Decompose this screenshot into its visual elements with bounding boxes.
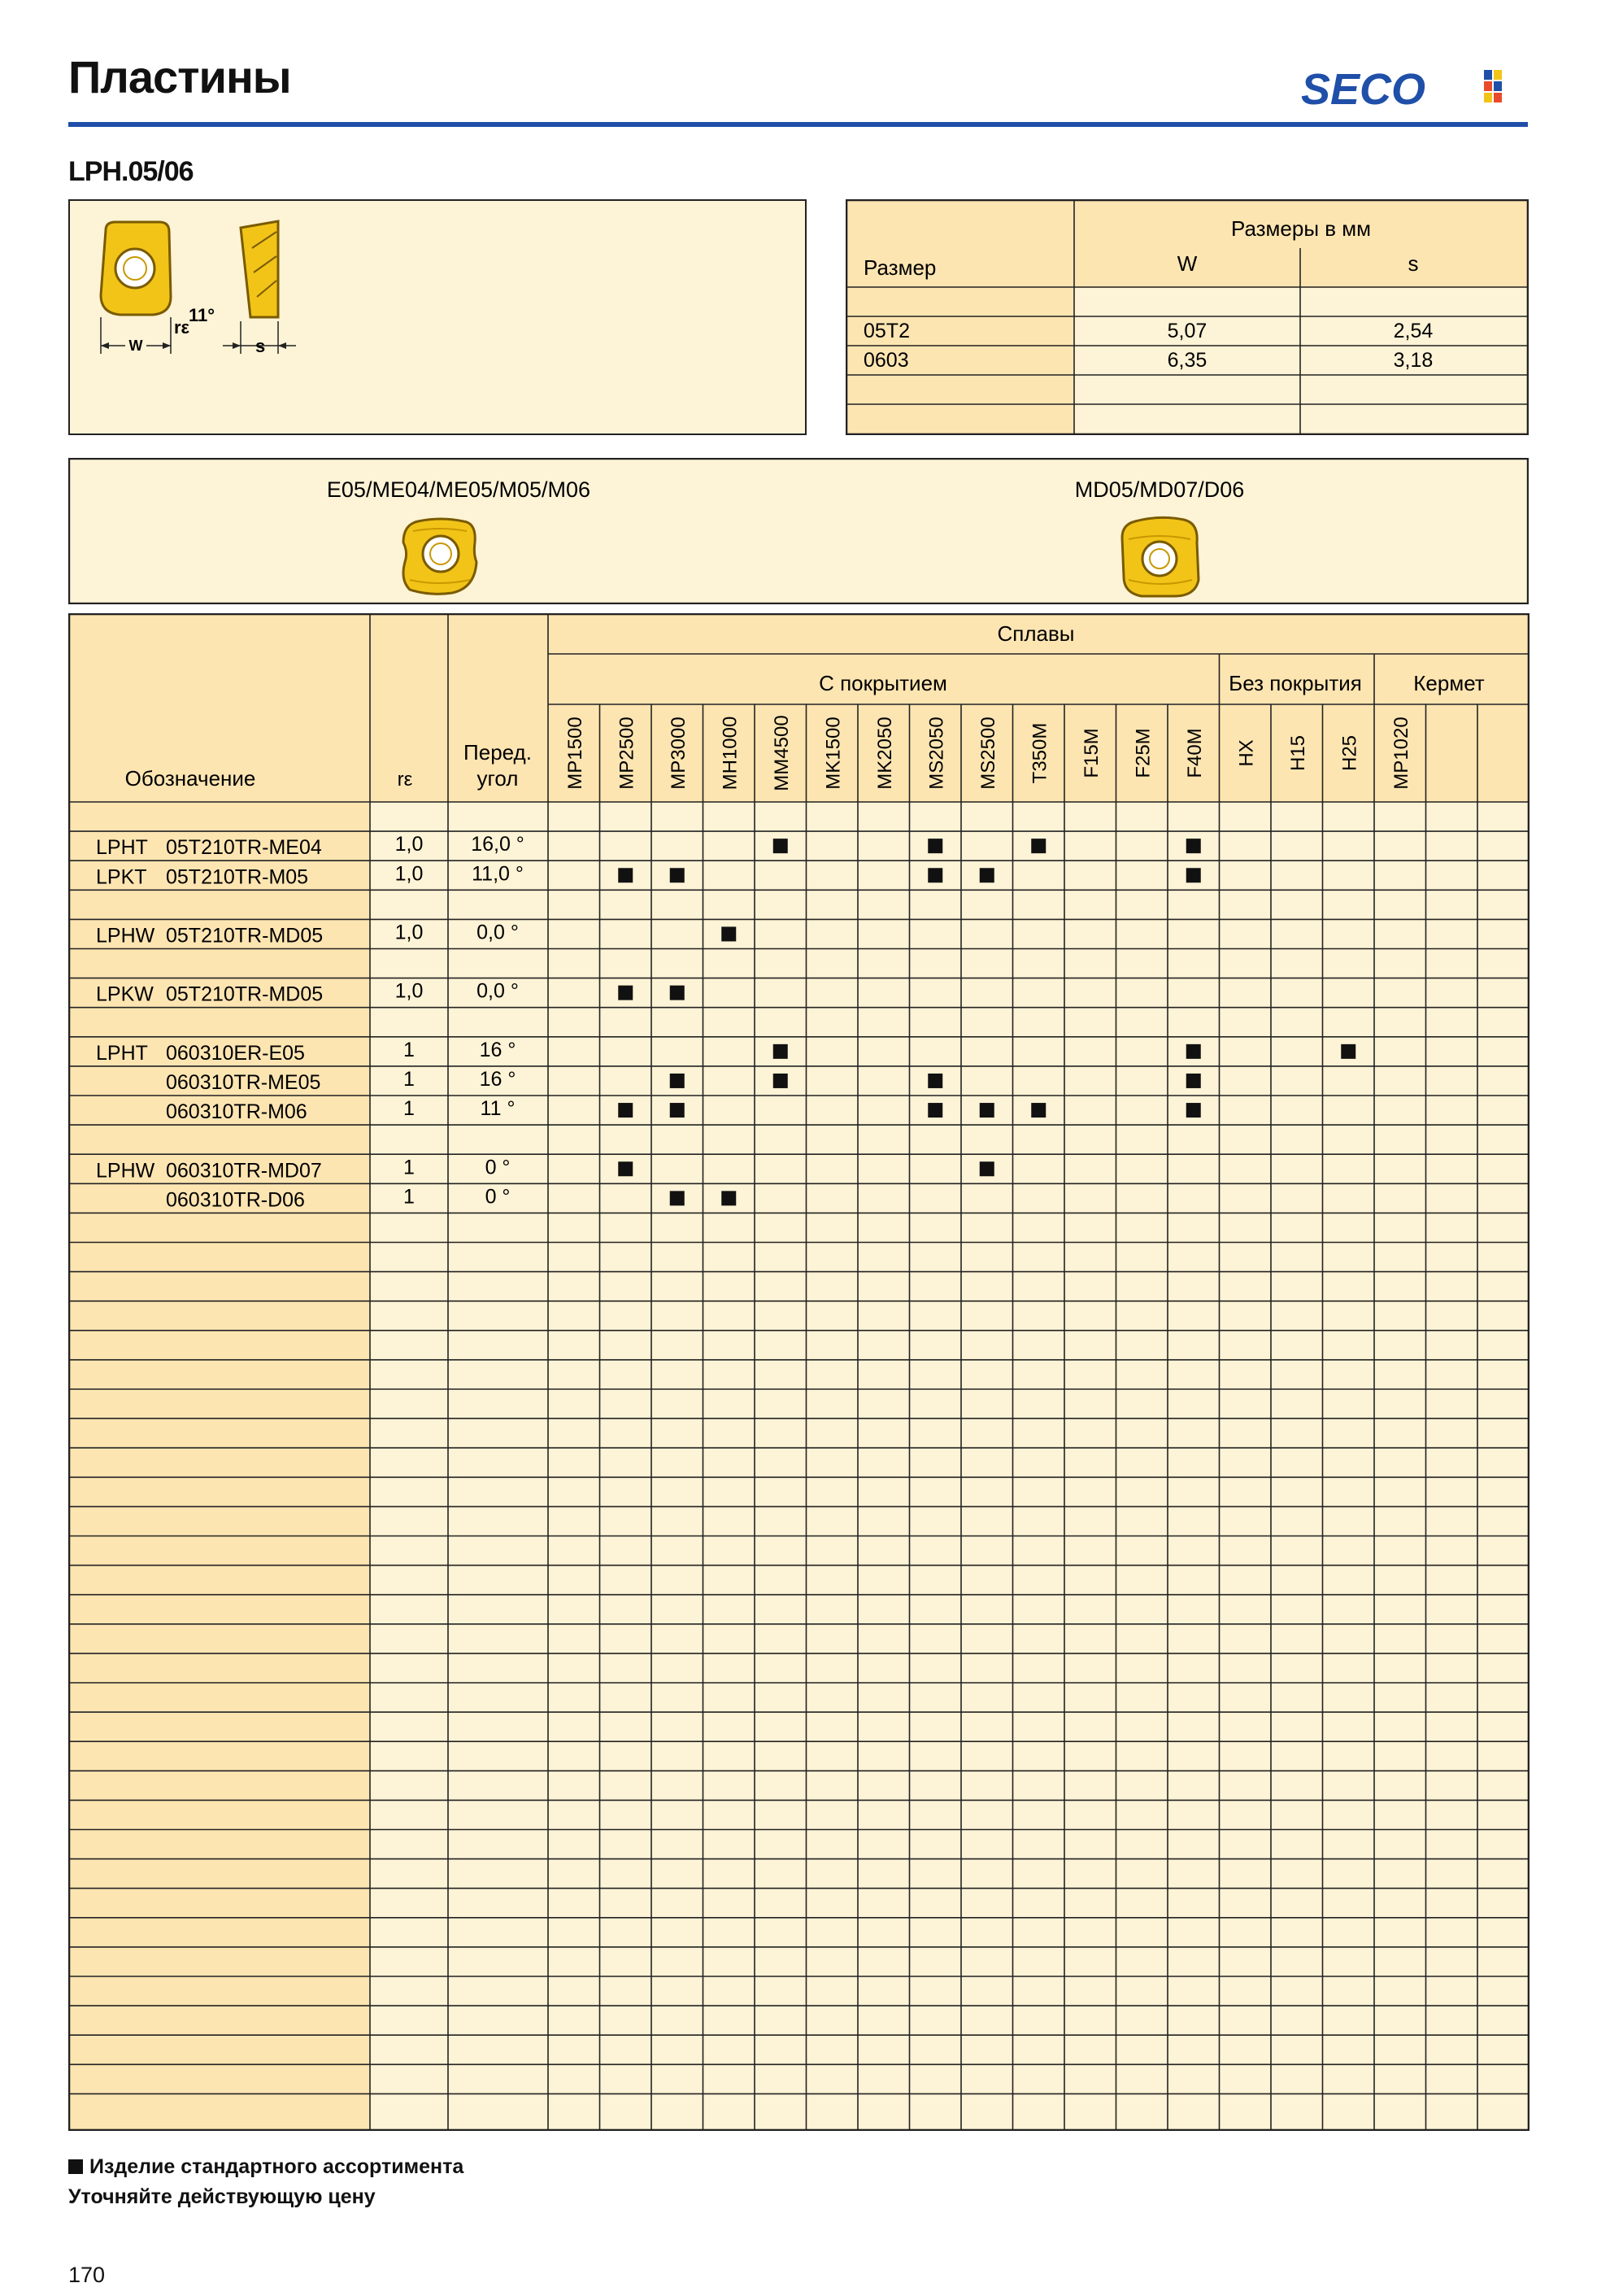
designation-prefix: LPHW (96, 1159, 155, 1183)
angle-col-header-line1: Перед. (463, 740, 532, 765)
re-value: 1 (403, 1068, 415, 1091)
geometry-panel (68, 458, 1529, 604)
standard-item-mark (1186, 839, 1201, 853)
w-col-header: W (1177, 251, 1198, 276)
standard-item-mark (618, 1161, 633, 1176)
designation-col-header: Обозначение (124, 766, 256, 791)
coated-group-header: С покрытием (819, 671, 947, 695)
dim-s-label: s (255, 336, 266, 356)
angle-col-header-line2: угол (476, 766, 519, 791)
standard-item-mark (980, 1161, 994, 1176)
angle-value: 0,0 ° (476, 921, 519, 944)
re-value: 1 (403, 1185, 415, 1209)
s-col-header: s (1408, 251, 1419, 276)
standard-item-mark (721, 926, 736, 941)
designation-prefix: LPHT (96, 836, 148, 860)
standard-item-mark (670, 868, 685, 882)
grade-table (68, 613, 1529, 2131)
designation-prefix: LPKW (96, 982, 154, 1006)
re-value: 1,0 (394, 833, 424, 856)
grade-header: MP3000 (667, 717, 690, 790)
designation-prefix: LPHT (96, 1041, 148, 1065)
grade-header: MK1500 (822, 717, 845, 790)
price-note: Уточняйте действующую цену (68, 2185, 376, 2208)
dim-w-label: W (128, 338, 143, 354)
page-number: 170 (68, 2263, 106, 2287)
angle-value: 0,0 ° (476, 979, 519, 1003)
standard-item-mark (1341, 1044, 1355, 1059)
size-col-header: Размер (864, 255, 937, 280)
standard-item-mark (618, 1103, 633, 1118)
angle-value: 11 ° (480, 1097, 516, 1121)
uncoated-group-header: Без покрытия (1229, 671, 1362, 695)
standard-item-mark (670, 1191, 685, 1205)
designation-prefix: LPHW (96, 924, 155, 948)
page-title: Пластины (68, 51, 291, 102)
angle-value: 0 ° (485, 1156, 511, 1179)
grade-header: HX (1235, 739, 1258, 767)
insert-top-view-icon (101, 222, 171, 315)
standard-item-mark (1186, 1044, 1201, 1059)
standard-item-mark (928, 868, 942, 882)
alloys-group-header: Сплавы (997, 621, 1075, 646)
designation-code: 05T210TR-M05 (166, 865, 309, 889)
standard-item-icon (68, 2159, 83, 2174)
angle-value: 11,0 ° (472, 862, 524, 886)
insert-drawing-panel (68, 199, 807, 435)
grade-header: T350M (1029, 722, 1051, 784)
standard-item-mark (618, 986, 633, 1000)
geometry-right-label: MD05/MD07/D06 (1074, 477, 1245, 502)
series-title: LPH.05/06 (68, 156, 194, 187)
geometry-left-label: E05/ME04/ME05/M05/M06 (326, 477, 591, 502)
dims-group-header: Размеры в мм (1230, 216, 1372, 241)
seco-logo (1301, 65, 1529, 114)
re-value: 1,0 (394, 862, 424, 886)
designation-code: 060310TR-M06 (166, 1100, 307, 1124)
standard-item-mark (618, 868, 633, 882)
standard-item-mark (1031, 839, 1046, 853)
grade-header: F15M (1080, 728, 1103, 778)
designation-code: 05T210TR-MD05 (166, 924, 324, 948)
angle-label: 11° (189, 305, 215, 325)
standard-item-mark (721, 1191, 736, 1205)
standard-item-mark (1186, 868, 1201, 882)
re-value: 1 (403, 1097, 415, 1121)
grade-header: MS2050 (925, 717, 948, 790)
designation-code: 060310TR-MD07 (166, 1159, 322, 1183)
re-value: 1 (403, 1038, 415, 1061)
w-value: 5,07 (1167, 320, 1207, 342)
designation-code: 060310TR-D06 (166, 1188, 305, 1212)
standard-item-mark (670, 1103, 685, 1118)
title-rule (68, 122, 1528, 127)
grade-header: MH1000 (719, 716, 742, 791)
standard-item-mark (670, 986, 685, 1000)
standard-item-mark (980, 868, 994, 882)
grade-header: MP2500 (616, 717, 638, 790)
legend-text: Изделие стандартного ассортимента (89, 2155, 464, 2178)
standard-item-mark (670, 1074, 685, 1088)
angle-value: 0 ° (485, 1185, 511, 1209)
designation-code: 05T210TR-MD05 (166, 982, 324, 1006)
standard-item-mark (928, 1103, 942, 1118)
standard-item-mark (928, 839, 942, 853)
thickness-value: 2,54 (1393, 320, 1434, 342)
standard-item-mark (980, 1103, 994, 1118)
re-col-header: rε (397, 769, 413, 791)
re-value: 1,0 (394, 979, 424, 1003)
insert-md05-icon (1122, 517, 1199, 596)
angle-value: 16 ° (479, 1068, 516, 1091)
grade-header: MK2050 (873, 717, 896, 790)
re-value: 1 (403, 1156, 415, 1179)
standard-item-mark (1031, 1103, 1046, 1118)
grade-header: H15 (1286, 734, 1309, 772)
grade-header: MM4500 (770, 715, 793, 791)
standard-item-mark (928, 1074, 942, 1088)
designation-code: 05T210TR-ME04 (166, 836, 322, 860)
w-value: 6,35 (1167, 349, 1207, 372)
size-table (846, 199, 1529, 435)
thickness-value: 3,18 (1393, 349, 1434, 372)
angle-value: 16 ° (479, 1038, 516, 1061)
size-value: 0603 (864, 349, 909, 372)
grade-header: MS2500 (977, 717, 999, 790)
grade-header: H25 (1338, 734, 1361, 772)
grade-header: MP1020 (1390, 717, 1412, 790)
standard-item-mark (773, 1074, 788, 1088)
designation-prefix: LPKT (96, 865, 147, 889)
standard-item-mark (1186, 1074, 1201, 1088)
designation-code: 060310TR-ME05 (166, 1071, 321, 1094)
cermet-group-header: Кермет (1413, 671, 1485, 695)
standard-item-mark (773, 1044, 788, 1059)
angle-value: 16,0 ° (471, 833, 524, 856)
standard-item-mark (1186, 1103, 1201, 1118)
designation-code: 060310ER-E05 (166, 1041, 305, 1065)
dim-re-label: rε (174, 317, 190, 338)
grade-header: MP1500 (563, 717, 586, 790)
grade-header: F25M (1132, 728, 1155, 778)
standard-item-mark (773, 839, 788, 853)
grade-header: F40M (1183, 728, 1206, 778)
legend-footnote (68, 2155, 463, 2179)
insert-e05-icon (403, 519, 476, 594)
svg-text:SECO: SECO (1301, 65, 1426, 114)
re-value: 1,0 (394, 921, 424, 944)
size-value: 05T2 (864, 320, 910, 342)
